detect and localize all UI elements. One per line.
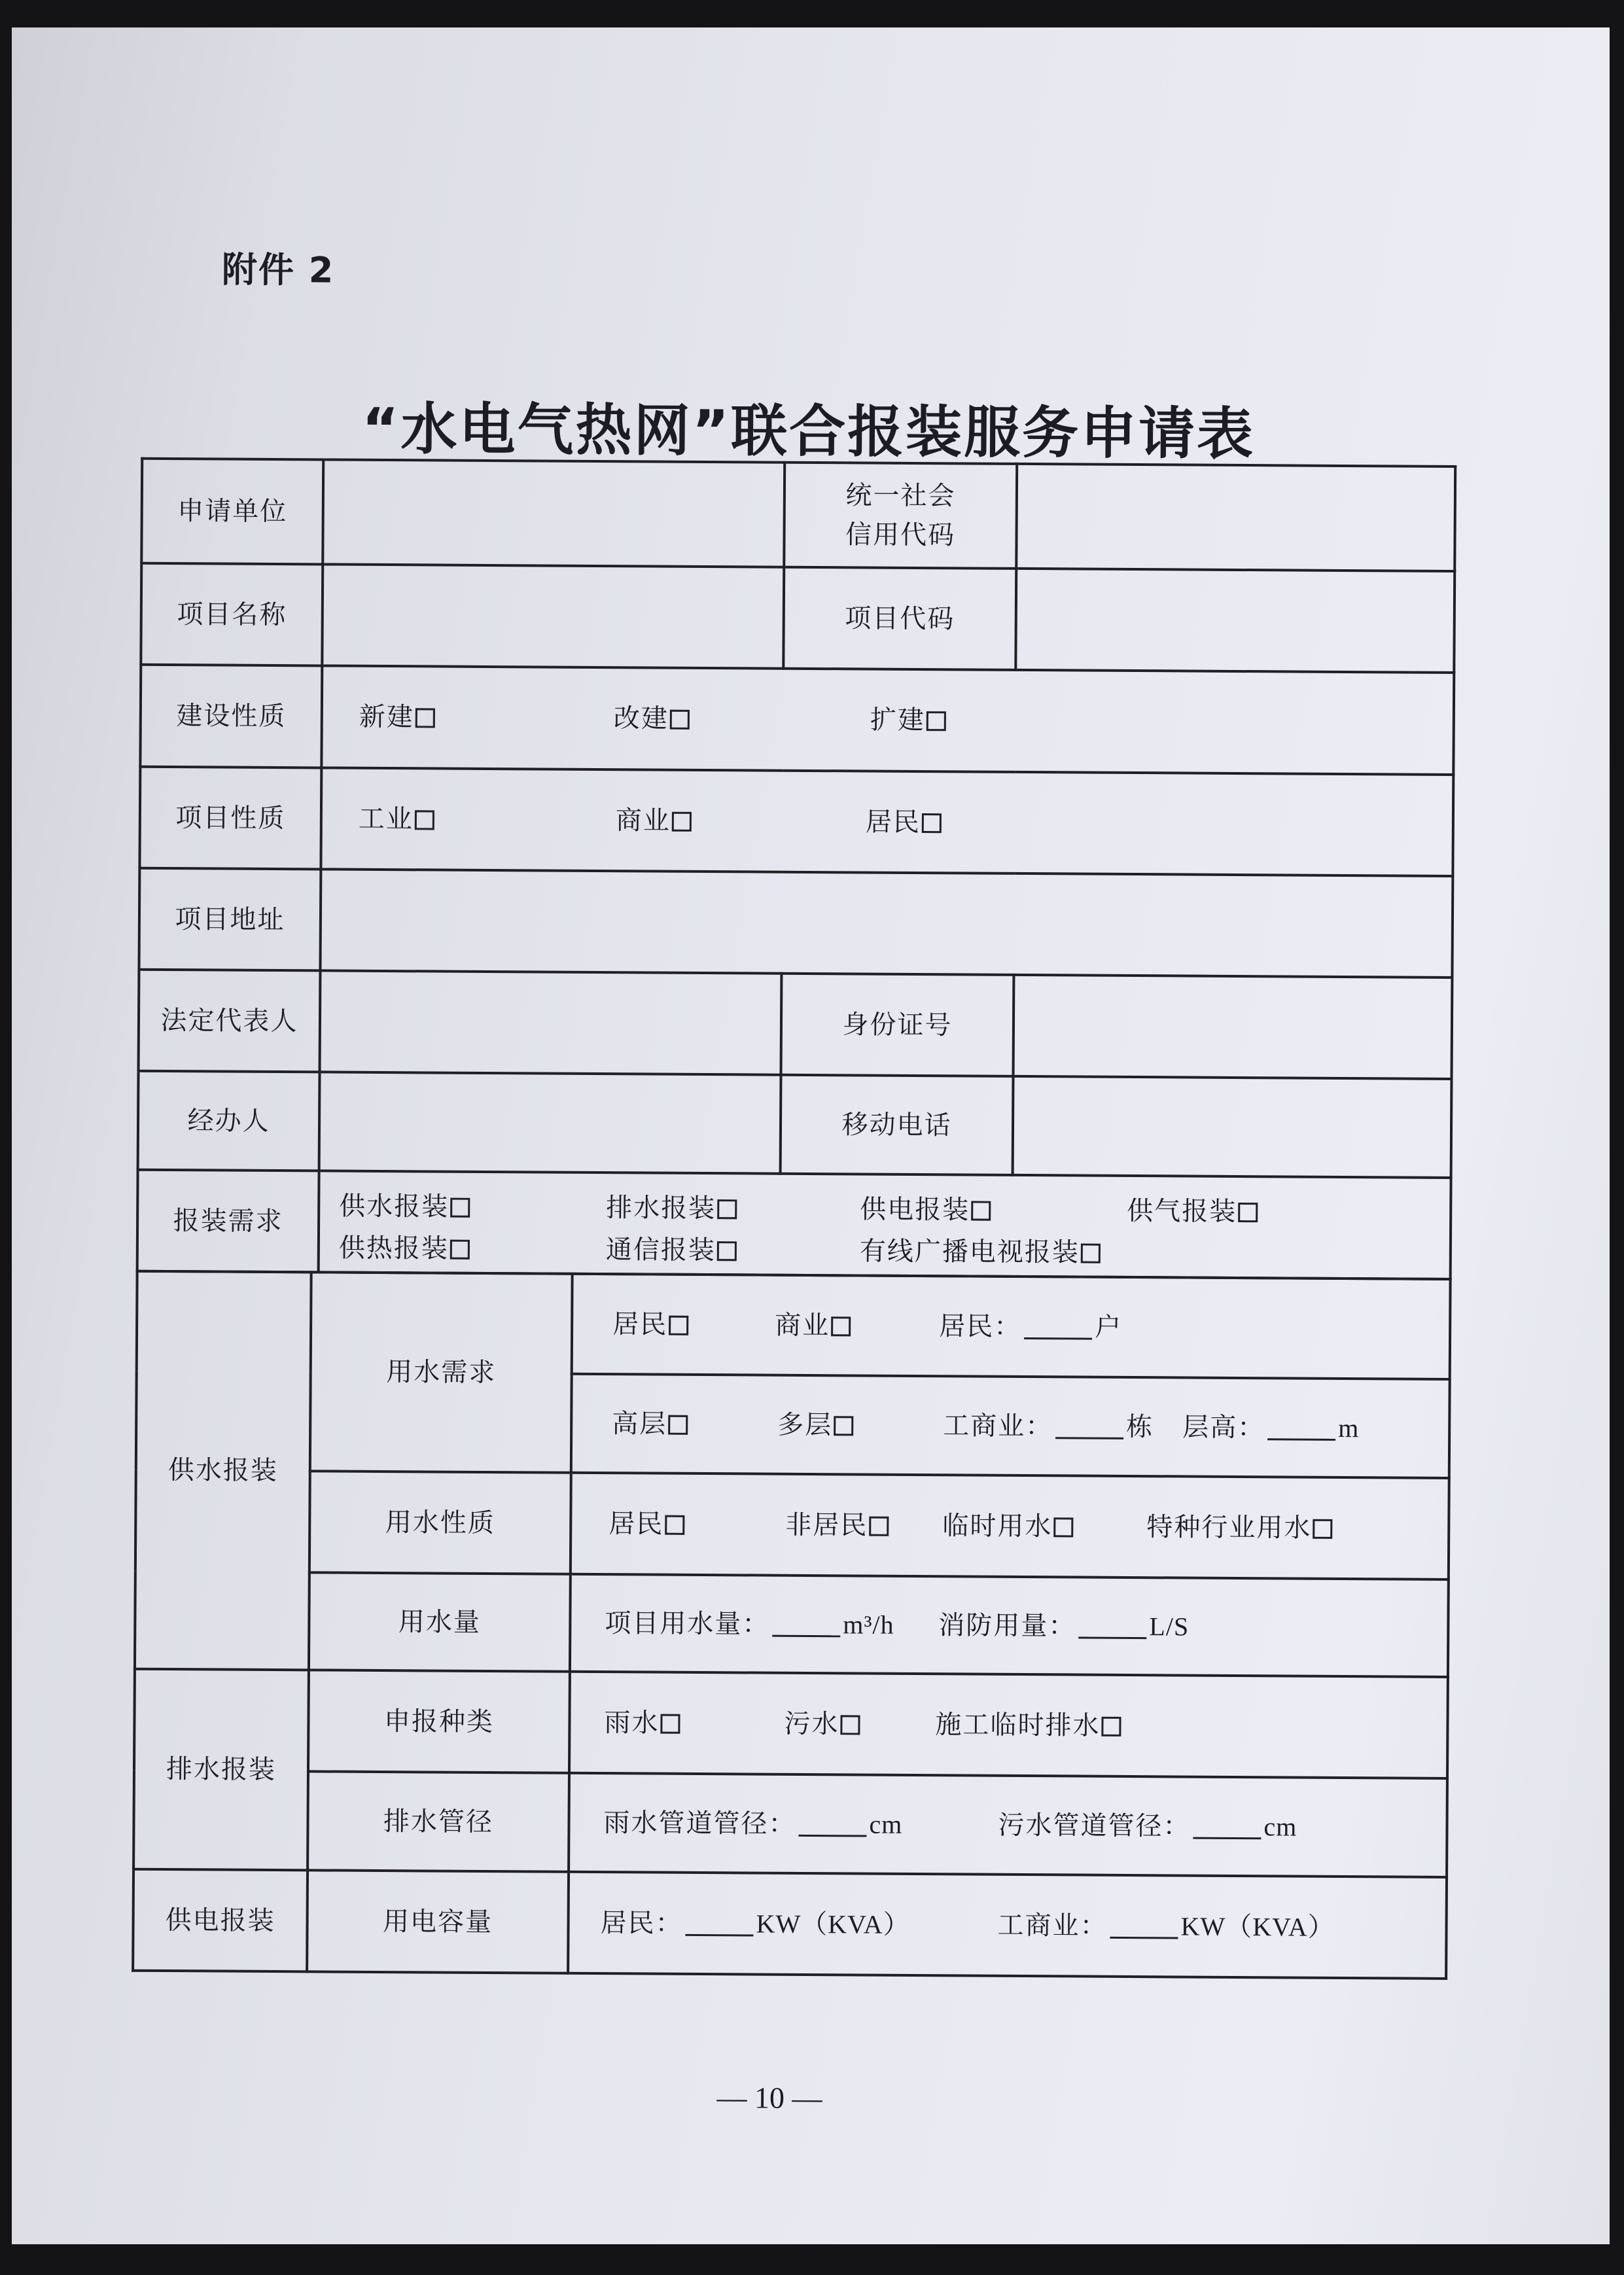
option-label: 临时用水: [942, 1510, 1053, 1542]
water-nature-options: [571, 1473, 1449, 1579]
legal-representative-field: [320, 970, 782, 1074]
option-residential: [866, 806, 942, 838]
checkbox: [927, 711, 946, 731]
form-table-services: [132, 1270, 1452, 1980]
credit-code-label-line-2: 信用代码: [845, 520, 956, 551]
checkbox: [717, 1241, 737, 1261]
option-label: 有线广播电视报装: [859, 1236, 1080, 1268]
form-row-water-demand-1: [137, 1271, 1451, 1379]
option-label: 扩建: [870, 705, 925, 736]
option-label: 供水报装: [339, 1191, 450, 1222]
checkbox: [1053, 1517, 1073, 1537]
options-group: [571, 1673, 1447, 1777]
pipe-diameter-label: 排水管径: [308, 1771, 569, 1871]
construction-nature-label: 建设性质: [140, 665, 322, 768]
option-expansion: [870, 705, 946, 737]
fields-group: [570, 1774, 1446, 1876]
option-label: 施工临时排水: [935, 1709, 1101, 1741]
option-label: 供电报装: [860, 1194, 970, 1226]
buildings-unit: 栋: [1126, 1411, 1154, 1442]
checkbox: [415, 708, 435, 728]
application-form: [132, 457, 1454, 1980]
options-group: [323, 667, 1453, 773]
option-non-residential: [785, 1509, 889, 1541]
drainage-label: 排水报装: [133, 1669, 309, 1871]
fire-volume-label: 消防用量：: [938, 1610, 1076, 1641]
project-name-label: 项目名称: [141, 563, 323, 666]
declare-type-label: 申报种类: [308, 1670, 570, 1772]
option-label: 非居民: [785, 1509, 868, 1541]
checkbox: [415, 810, 434, 830]
declare-type-options: [569, 1672, 1448, 1778]
form-table-basic: [136, 457, 1457, 1280]
rain-pipe-label: 雨水管道管径：: [603, 1807, 796, 1839]
paper-sheet: [12, 27, 1610, 2244]
residential-capacity-field: [600, 1907, 909, 1941]
project-code-label: 项目代码: [783, 567, 1016, 670]
buildings-blank: [1055, 1413, 1123, 1439]
form-row-power-capacity: [133, 1869, 1447, 1979]
commercial-capacity-blank: [1110, 1913, 1178, 1939]
option-residential: [612, 1309, 688, 1341]
checkbox: [660, 1714, 680, 1733]
option-label: 污水: [784, 1708, 839, 1739]
applicant-unit-label: 申请单位: [141, 459, 323, 565]
option-label: 通信报装: [605, 1235, 716, 1266]
checkbox: [1101, 1716, 1121, 1736]
checkbox: [670, 710, 690, 730]
fields-group: [571, 1576, 1447, 1676]
checkbox: [717, 1199, 737, 1219]
households-label: 居民：: [939, 1311, 1022, 1342]
form-row-project-nature: [139, 767, 1453, 876]
checkbox: [1238, 1203, 1258, 1222]
page-content: [4, 23, 1615, 2249]
project-volume-unit: m³/h: [843, 1609, 894, 1640]
form-row-installation-demand: [137, 1170, 1451, 1279]
option-label: 居民: [612, 1309, 668, 1340]
sewage-pipe-field: [998, 1809, 1297, 1843]
option-new-build: [359, 701, 435, 733]
checkbox: [922, 813, 942, 833]
project-nature-options: [321, 767, 1453, 876]
households-blank: [1024, 1314, 1092, 1340]
option-residential: [609, 1508, 684, 1540]
mobile-phone-field: [1013, 1076, 1452, 1178]
option-label: 供气报装: [1127, 1195, 1237, 1227]
fire-volume-blank: [1078, 1613, 1146, 1639]
option-sewage: [784, 1708, 860, 1740]
households-field: [939, 1311, 1122, 1343]
option-special-industry-water: [1146, 1511, 1332, 1544]
option-power-supply: [860, 1193, 991, 1226]
option-label: 商业: [775, 1310, 830, 1341]
form-row-legal-rep: [139, 970, 1453, 1079]
buildings-label: 工商业：: [943, 1410, 1053, 1441]
water-supply-label: 供水报装: [135, 1271, 311, 1670]
option-telecom: [606, 1234, 737, 1266]
project-address-label: 项目地址: [139, 868, 321, 971]
option-label: 新建: [359, 701, 414, 733]
water-demand-line-2: [571, 1374, 1450, 1478]
sewage-pipe-label: 污水管道管径：: [998, 1810, 1191, 1842]
applicant-unit-field: [323, 459, 785, 567]
form-row-applicant: [141, 459, 1455, 571]
commercial-capacity-label: 工商业：: [997, 1910, 1108, 1941]
buildings-field: [943, 1410, 1154, 1443]
checkbox: [450, 1240, 470, 1260]
households-unit: 户: [1095, 1312, 1123, 1343]
credit-code-label: [784, 463, 1017, 569]
option-label: 工业: [358, 803, 414, 834]
project-name-field: [322, 564, 784, 668]
water-demand-line-1: [572, 1274, 1451, 1379]
checkbox: [1081, 1244, 1101, 1263]
checkbox: [1313, 1519, 1332, 1538]
form-row-project: [141, 563, 1455, 673]
option-label: 高层: [612, 1408, 667, 1439]
option-label: 多层: [777, 1409, 833, 1440]
option-commercial: [775, 1309, 851, 1341]
option-high-rise: [612, 1408, 688, 1440]
water-demand-label: 用水需求: [310, 1272, 573, 1472]
id-number-label: 身份证号: [781, 974, 1014, 1076]
project-code-field: [1015, 569, 1455, 673]
power-capacity-fields: [568, 1872, 1447, 1979]
water-nature-label: 用水性质: [309, 1471, 571, 1574]
handler-field: [319, 1072, 781, 1173]
sewage-pipe-blank: [1193, 1813, 1261, 1839]
page-number: — 10 —: [716, 2081, 822, 2115]
option-label: 供热报装: [338, 1233, 450, 1264]
power-supply-label: 供电报装: [133, 1869, 308, 1972]
rain-pipe-blank: [798, 1810, 866, 1837]
sewage-pipe-unit: cm: [1263, 1811, 1297, 1842]
option-heat-supply: [339, 1233, 470, 1265]
option-commercial: [616, 805, 692, 837]
project-volume-label: 项目用水量：: [605, 1608, 770, 1640]
form-row-handler: [138, 1071, 1452, 1178]
project-nature-label: 项目性质: [139, 767, 321, 870]
id-number-field: [1013, 975, 1452, 1079]
attachment-label: 附件 2: [221, 249, 335, 291]
form-row-address: [139, 868, 1453, 978]
option-label: 排水报装: [606, 1193, 716, 1224]
floor-height-blank: [1267, 1415, 1335, 1441]
options-group: [320, 1172, 1450, 1278]
option-temporary-drainage: [935, 1709, 1121, 1742]
water-volume-fields: [570, 1574, 1449, 1677]
option-gas-supply: [1127, 1195, 1258, 1227]
construction-nature-options: [321, 665, 1454, 775]
checkbox: [831, 1316, 851, 1336]
option-cable-tv: [860, 1235, 1101, 1268]
checkbox: [834, 1416, 853, 1436]
pipe-diameter-fields: [569, 1773, 1447, 1877]
options-group: [572, 1474, 1448, 1578]
fields-group: [569, 1873, 1445, 1977]
option-label: 商业: [615, 805, 671, 836]
floor-height-field: [1182, 1411, 1359, 1444]
options-group: [573, 1375, 1449, 1477]
installation-demand-label: 报装需求: [137, 1170, 319, 1273]
water-volume-label: 用水量: [309, 1572, 571, 1671]
handler-label: 经办人: [138, 1071, 320, 1171]
floor-height-unit: m: [1338, 1413, 1360, 1443]
option-temporary-water: [942, 1510, 1073, 1542]
residential-capacity-label: 居民：: [600, 1907, 683, 1939]
residential-capacity-unit: KW（KVA）: [756, 1909, 910, 1939]
form-title: “水电气热网”联合报装服务申请表: [361, 396, 1256, 468]
options-group: [322, 769, 1452, 875]
option-water-supply: [339, 1191, 470, 1223]
option-label: 居民: [609, 1508, 664, 1540]
fire-volume-unit: L/S: [1149, 1611, 1190, 1642]
commercial-capacity-unit: KW（KVA）: [1180, 1911, 1335, 1942]
credit-code-label-line-1: 统一社会: [845, 480, 956, 512]
project-volume-blank: [772, 1611, 840, 1637]
option-label: 改建: [613, 703, 669, 734]
option-label: 特种行业用水: [1146, 1511, 1312, 1543]
checkbox: [869, 1516, 889, 1536]
form-row-construction-nature: [140, 665, 1454, 775]
legal-representative-label: 法定代表人: [139, 970, 321, 1072]
option-rainwater: [604, 1707, 680, 1739]
checkbox: [668, 1415, 688, 1434]
option-label: 雨水: [604, 1707, 660, 1738]
fire-volume-field: [938, 1610, 1189, 1642]
rain-pipe-field: [603, 1807, 902, 1841]
floor-height-label: 层高：: [1182, 1411, 1265, 1443]
option-industrial: [359, 803, 434, 835]
option-rebuild: [614, 703, 690, 735]
checkbox: [840, 1715, 860, 1735]
option-label: 居民: [865, 807, 921, 838]
checkbox: [450, 1198, 470, 1218]
checkbox: [672, 811, 692, 831]
form-row-water-nature: [135, 1470, 1449, 1579]
project-address-field: [320, 869, 1453, 978]
residential-capacity-blank: [685, 1910, 753, 1936]
credit-code-field: [1016, 464, 1455, 571]
option-drainage: [606, 1192, 737, 1224]
rain-pipe-unit: cm: [869, 1809, 903, 1839]
installation-demand-options: [319, 1171, 1451, 1279]
checkbox: [669, 1315, 688, 1335]
form-row-water-volume: [135, 1572, 1449, 1677]
form-row-pipe-diameter: [133, 1771, 1447, 1877]
project-volume-field: [605, 1608, 894, 1641]
checkbox: [665, 1515, 684, 1534]
form-row-declare-type: [134, 1669, 1448, 1778]
mobile-phone-label: 移动电话: [781, 1075, 1014, 1175]
power-capacity-label: 用电容量: [307, 1870, 569, 1973]
options-group: [573, 1275, 1449, 1378]
option-multi-storey: [777, 1409, 853, 1441]
checkbox: [971, 1201, 991, 1221]
commercial-capacity-field: [997, 1909, 1334, 1943]
